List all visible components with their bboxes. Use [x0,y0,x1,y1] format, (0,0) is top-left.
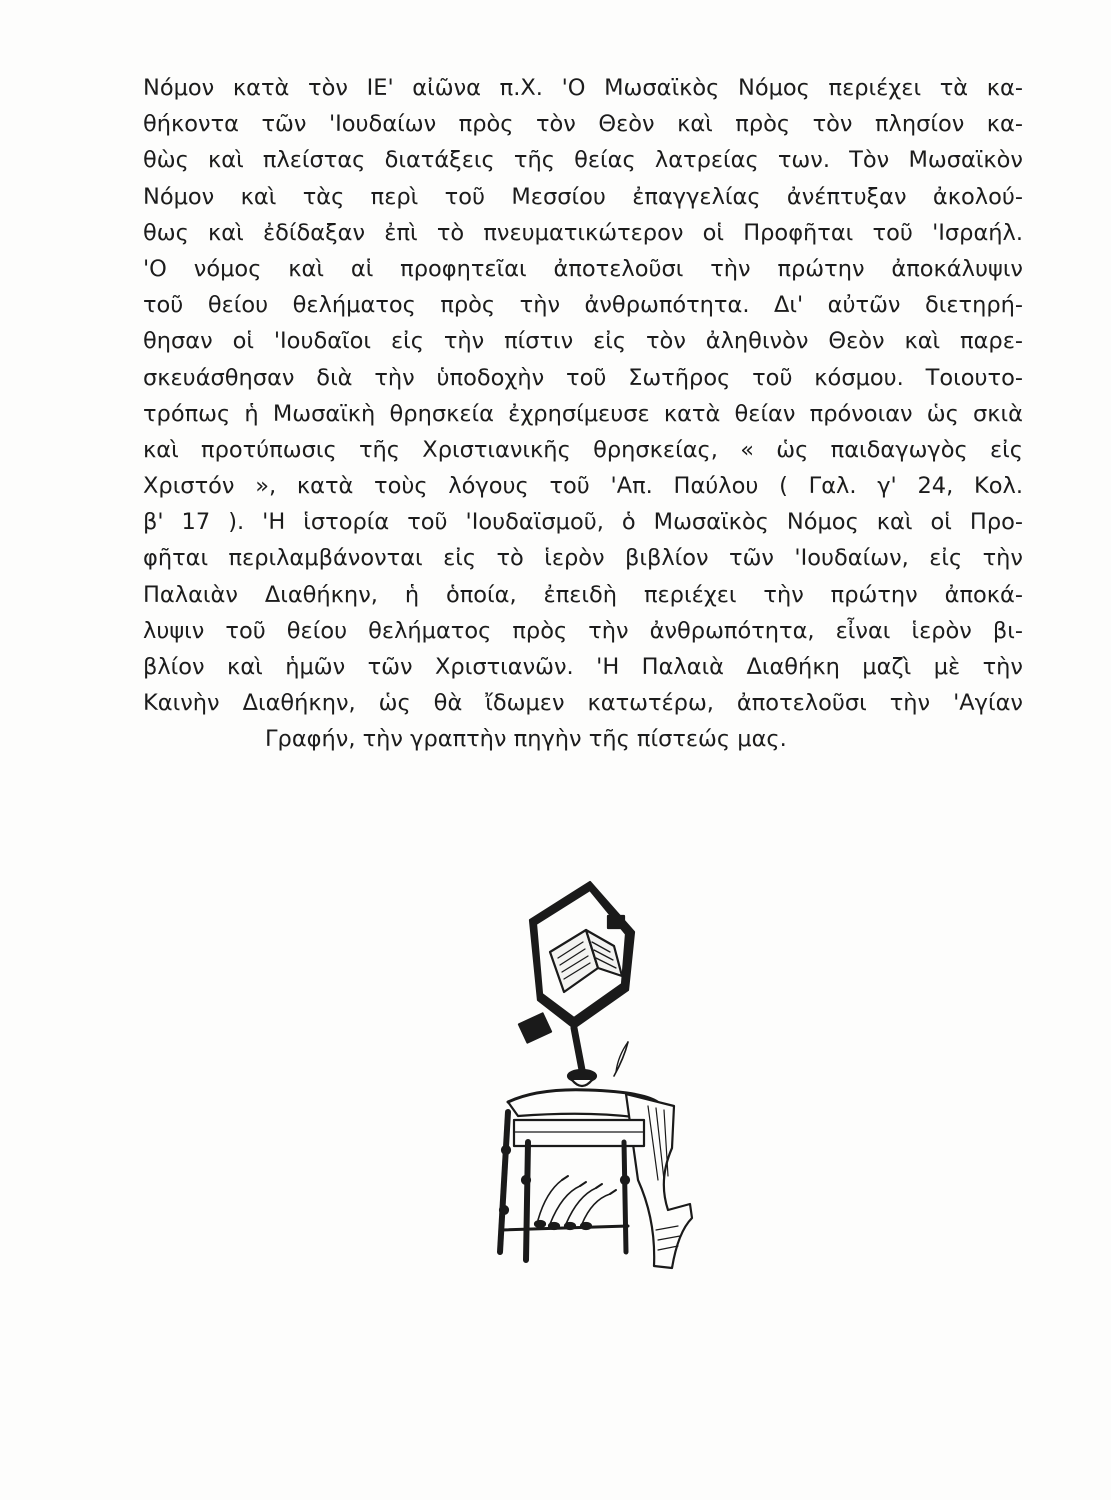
paragraph-line: Χριστόν », κατὰ τοὺς λόγους τοῦ 'Απ. Παύλου ( Γαλ. γ' 24, Κολ. [143,473,1023,500]
paragraph-line: τρόπως ἡ Μωσαϊκὴ θρησκεία ἐχρησίμευσε κατὰ θείαν πρόνοιαν ὡς σκιὰ [143,400,1023,427]
paragraph-line: θως καὶ ἐδίδαξαν ἐπὶ τὸ πνευματικώτερον οἱ Προφῆται τοῦ 'Ισραήλ. [143,219,1023,246]
paragraph-line: θησαν οἱ 'Ιουδαῖοι εἰς τὴν πίστιν εἰς τὸν ἀληθινὸν Θεὸν καὶ παρε- [143,328,1023,355]
paragraph-line: Νόμον κατὰ τὸν ΙΕ' αἰῶνα π.Χ. 'Ο Μωσαϊκὸς Νόμος περιέχει τὰ κα- [143,75,1023,101]
scroll-shelf [502,1176,628,1230]
paragraph-line: θήκοντα τῶν 'Ιουδαίων πρὸς τὸν Θεὸν καὶ πρὸς τὸν πλησίον κα- [143,111,1023,138]
lectern-table [500,1090,692,1268]
paragraph-line: Καινὴν Διαθήκην, ὡς θὰ ἴδωμεν κατωτέρω, ἀποτελοῦσι τὴν 'Αγίαν [143,690,1023,717]
body-paragraph [143,70,1023,758]
paragraph-line: φῆται περιλαμβάνονται εἰς τὸ ἱερὸν βιβλίον τῶν 'Ιουδαίων, εἰς τὴν [143,545,1023,572]
paragraph-line: Παλαιὰν Διαθήκην, ἡ ὁποία, ἐπειδὴ περιέχει τὴν πρώτην ἀποκά- [143,581,1023,608]
paragraph-line: βλίον καὶ ἡμῶν τῶν Χριστιανῶν. 'Η Παλαιὰ Διαθήκη μαζὶ μὲ τὴν [143,654,1023,680]
paragraph-line: τοῦ θείου θελήματος πρὸς τὴν ἀνθρωπότητα. Δι' αὐτῶν διετηρή- [143,292,1023,319]
paragraph-line: 'Ο νόμος καὶ αἱ προφητεῖαι ἀποτελοῦσι τὴν πρώτην ἀποκάλυψιν [143,255,1023,282]
lectern-with-open-book-and-scrolls-icon [478,880,698,1280]
paragraph-line: καὶ προτύπωσις τῆς Χριστιανικῆς θρησκείας, « ὡς παιδαγωγὸς εἰς [143,436,1023,463]
paragraph-last-line: Γραφήν, τὴν γραπτὴν πηγὴν τῆς πίστεώς μας. [265,726,787,753]
lectern-book-box [519,882,634,1043]
paragraph-line: λυψιν τοῦ θείου θελήματος πρὸς τὴν ἀνθρωπότητα, εἶναι ἱερὸν βι- [143,617,1023,644]
paragraph-line: Νόμον καὶ τὰς περὶ τοῦ Μεσσίου ἐπαγγελίας ἀνέπτυξαν ἀκολού- [143,183,1023,210]
paragraph-line: θὼς καὶ πλείστας διατάξεις τῆς θείας λατρείας των. Τὸν Μωσαϊκὸν [143,147,1023,174]
paragraph-line: σκευάσθησαν διὰ τὴν ὑποδοχὴν τοῦ Σωτῆρος τοῦ κόσμου. Τοιουτο- [143,364,1023,391]
lectern-post [568,1028,628,1086]
paragraph-line: β' 17 ). 'Η ἱστορία τοῦ 'Ιουδαϊσμοῦ, ὁ Μωσαϊκὸς Νόμος καὶ οἱ Προ- [143,509,1023,536]
